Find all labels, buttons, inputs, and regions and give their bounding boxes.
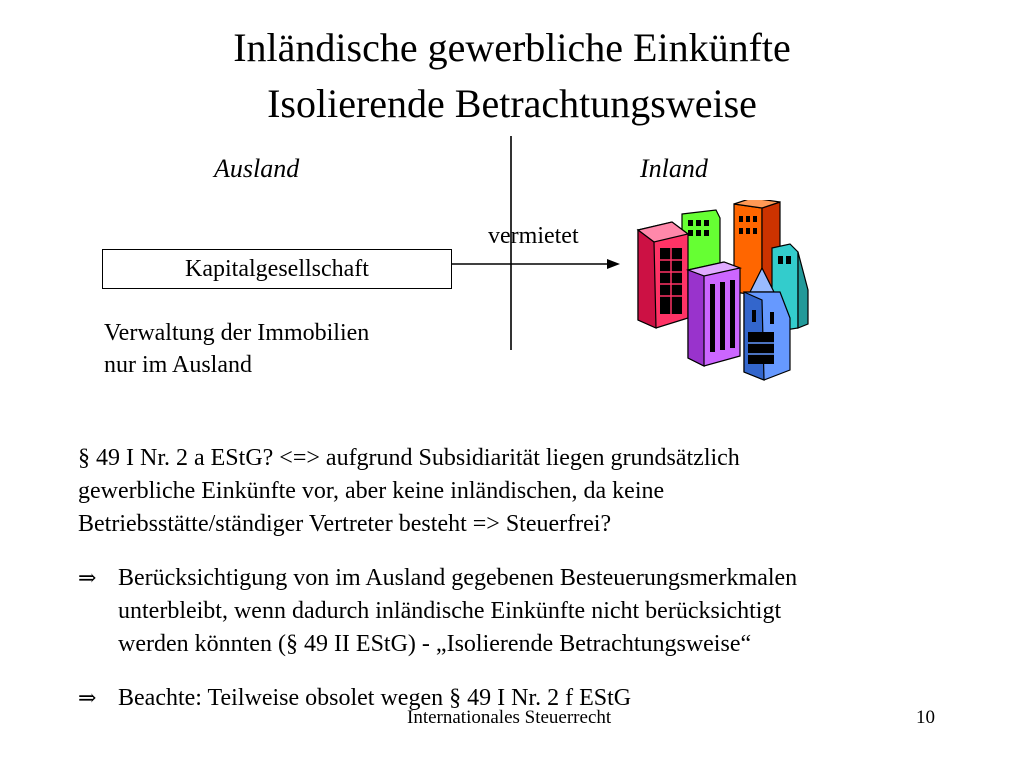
relation-arrow (450, 254, 620, 274)
company-note-line-2: nur im Ausland (104, 352, 252, 378)
bullet-text-line: unterbleibt, wenn dadurch inländische Einkünfte nicht berücksichtigt (118, 598, 782, 624)
body-paragraph-line: gewerbliche Einkünfte vor, aber keine inländischen, da keine (78, 478, 665, 504)
company-note-line-1: Verwaltung der Immobilien (104, 320, 370, 346)
page-number: 10 (916, 707, 935, 728)
city-buildings-icon (612, 200, 820, 382)
company-note (104, 317, 369, 381)
bullet-text-line: werden könnten (§ 49 II EStG) - „Isolierende Betrachtungsweise“ (118, 631, 752, 657)
relation-label: vermietet (488, 223, 579, 249)
body-paragraph-line: § 49 I Nr. 2 a EStG? <=> aufgrund Subsidiarität liegen grundsätzlich (78, 445, 740, 471)
body-paragraph-line: Betriebsstätte/ständiger Vertreter besteht => Steuerfrei? (78, 511, 612, 537)
bullet-text-line: Berücksichtigung von im Ausland gegebenen Besteuerungsmerkmalen (118, 565, 798, 591)
company-box: Kapitalgesellschaft (102, 249, 452, 289)
slide-title-line-1: Inländische gewerbliche Einkünfte (233, 25, 791, 70)
bullet-item-text (118, 562, 797, 661)
slide-title-line-2: Isolierende Betrachtungsweise (267, 81, 757, 126)
implies-arrow-icon: ⇒ (78, 686, 97, 711)
bullet-text-line: Beachte: Teilweise obsolet wegen § 49 I Nr. 2 f EStG (118, 685, 632, 711)
footer-title: Internationales Steuerrecht (407, 707, 612, 728)
body-paragraph (78, 442, 938, 541)
region-label-ausland: Ausland (214, 154, 300, 183)
region-label-inland: Inland (640, 154, 708, 183)
implies-arrow-icon: ⇒ (78, 566, 97, 591)
